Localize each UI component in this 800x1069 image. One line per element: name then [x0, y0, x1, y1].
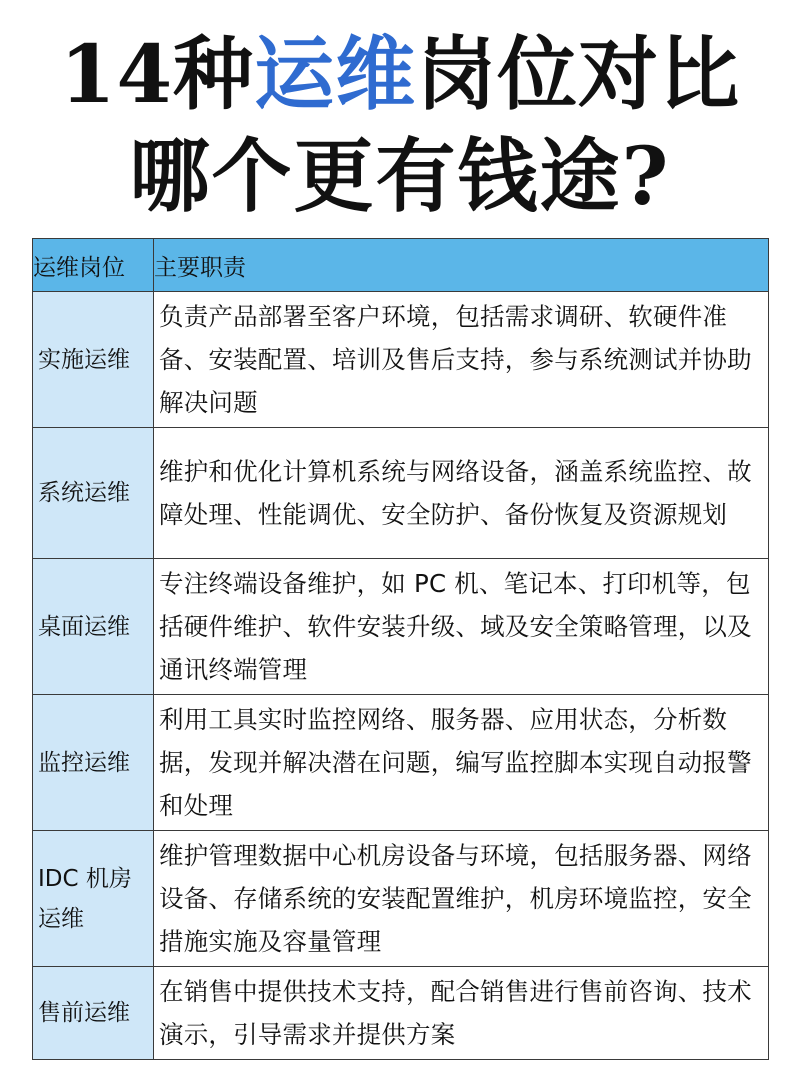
duty-table [32, 238, 769, 1060]
role-cell: IDC 机房运维 [33, 831, 154, 967]
duty-cell: 维护管理数据中心机房设备与环境，包括服务器、网络设备、存储系统的安装配置维护，机房环境监控，安全措施实施及容量管理 [154, 831, 769, 967]
role-cell: 售前运维 [33, 967, 154, 1060]
title-prefix: 14种 [59, 27, 255, 121]
duty-cell: 专注终端设备维护，如 PC 机、笔记本、打印机等，包括硬件维护、软件安装升级、域及安全策略管理，以及通讯终端管理 [154, 559, 769, 695]
duty-cell: 在销售中提供技术支持，配合销售进行售前咨询、技术演示，引导需求并提供方案 [154, 967, 769, 1060]
duty-cell: 利用工具实时监控网络、服务器、应用状态，分析数据，发现并解决潜在问题，编写监控脚本实现自动报警和处理 [154, 695, 769, 831]
table-row [33, 967, 769, 1060]
role-cell: 系统运维 [33, 428, 154, 559]
table-header-row [33, 239, 769, 292]
header-role: 运维岗位 [33, 239, 154, 292]
table-row [33, 695, 769, 831]
title-accent: 运维 [254, 27, 417, 121]
role-cell: 实施运维 [33, 292, 154, 428]
page-title-line1 [0, 22, 800, 126]
table-row [33, 428, 769, 559]
page-title-line2: 哪个更有钱途? [129, 129, 671, 223]
duty-cell: 负责产品部署至客户环境，包括需求调研、软硬件准备、安装配置、培训及售后支持，参与系统测试并协助解决问题 [154, 292, 769, 428]
table-row [33, 559, 769, 695]
title-suffix: 岗位对比 [416, 27, 741, 121]
duty-cell: 维护和优化计算机系统与网络设备，涵盖系统监控、故障处理、性能调优、安全防护、备份恢复及资源规划 [154, 428, 769, 559]
role-cell: 桌面运维 [33, 559, 154, 695]
table-row [33, 831, 769, 967]
role-cell: 监控运维 [33, 695, 154, 831]
table-row [33, 292, 769, 428]
header-duty: 主要职责 [154, 239, 769, 292]
